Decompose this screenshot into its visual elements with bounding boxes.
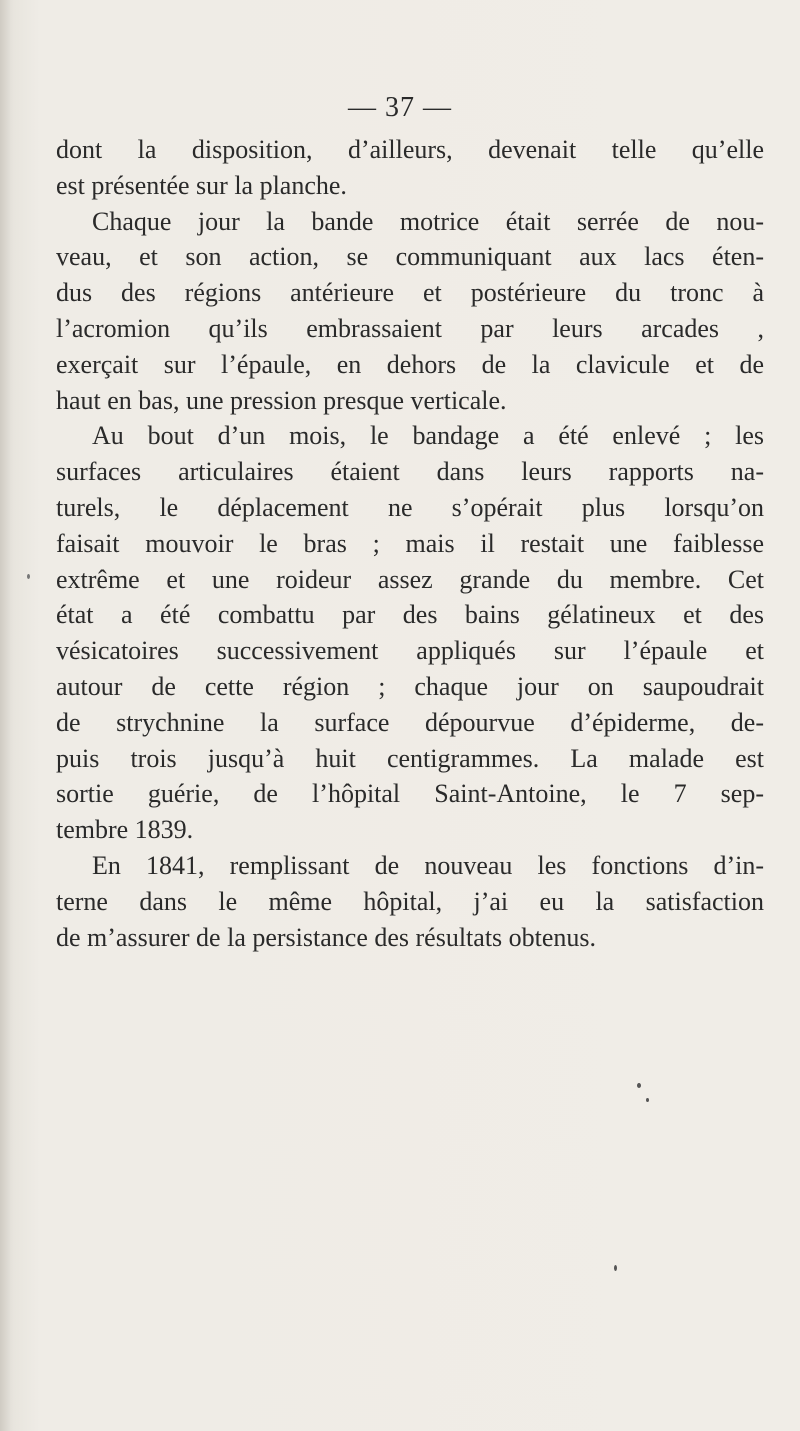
- text-line: vésicatoires successivement appliqués sur l’épaule et: [56, 636, 764, 666]
- ink-speck: [646, 1098, 649, 1102]
- text-line: surfaces articulaires étaient dans leurs rapports na-: [56, 457, 764, 487]
- text-line: dus des régions antérieure et postérieure du tronc à: [56, 278, 764, 308]
- text-line: l’acromion qu’ils embrassaient par leurs arcades ,: [56, 313, 764, 343]
- text-line: En 1841, remplissant de nouveau les fonctions d’in-: [92, 850, 764, 880]
- text-line: autour de cette région ; chaque jour on saupoudrait: [56, 671, 764, 701]
- text-line: est présentée sur la planche.: [56, 170, 347, 200]
- text-line: terne dans le même hôpital, j’ai eu la satisfaction: [56, 886, 764, 916]
- text-line: de m’assurer de la persistance des résultats obtenus.: [56, 922, 597, 952]
- text-line: dont la disposition, d’ailleurs, devenait telle qu’elle: [56, 135, 764, 164]
- page-number: — 37 —: [348, 92, 452, 123]
- text-line: puis trois jusqu’à huit centigrammes. La malade est: [56, 743, 764, 773]
- text-line: extrême et une roideur assez grande du membre. Cet: [56, 564, 764, 594]
- text-line: turels, le déplacement ne s’opérait plus lorsqu’on: [56, 492, 764, 522]
- text-line: veau, et son action, se communiquant aux lacs éten-: [56, 242, 764, 272]
- ink-speck: [614, 1265, 617, 1271]
- ink-speck: [27, 574, 30, 579]
- text-line: tembre 1839.: [56, 815, 194, 845]
- text-line: de strychnine la surface dépourvue d’épiderme, de-: [56, 707, 764, 737]
- ink-speck: [637, 1083, 641, 1088]
- text-line: faisait mouvoir le bras ; mais il restait une faiblesse: [56, 528, 764, 558]
- text-line: état a été combattu par des bains gélatineux et des: [56, 600, 764, 630]
- text-line: haut en bas, une pression presque verticale.: [56, 385, 507, 415]
- text-line: Au bout d’un mois, le bandage a été enlevé ; les: [92, 421, 764, 451]
- text-line: sortie guérie, de l’hôpital Saint-Antoine, le 7 sep-: [56, 779, 764, 809]
- page-gutter: [0, 0, 10, 1431]
- body-text: [56, 132, 764, 955]
- text-line: exerçait sur l’épaule, en dehors de la clavicule et de: [56, 349, 764, 379]
- text-line: Chaque jour la bande motrice était serrée de nou-: [92, 206, 764, 236]
